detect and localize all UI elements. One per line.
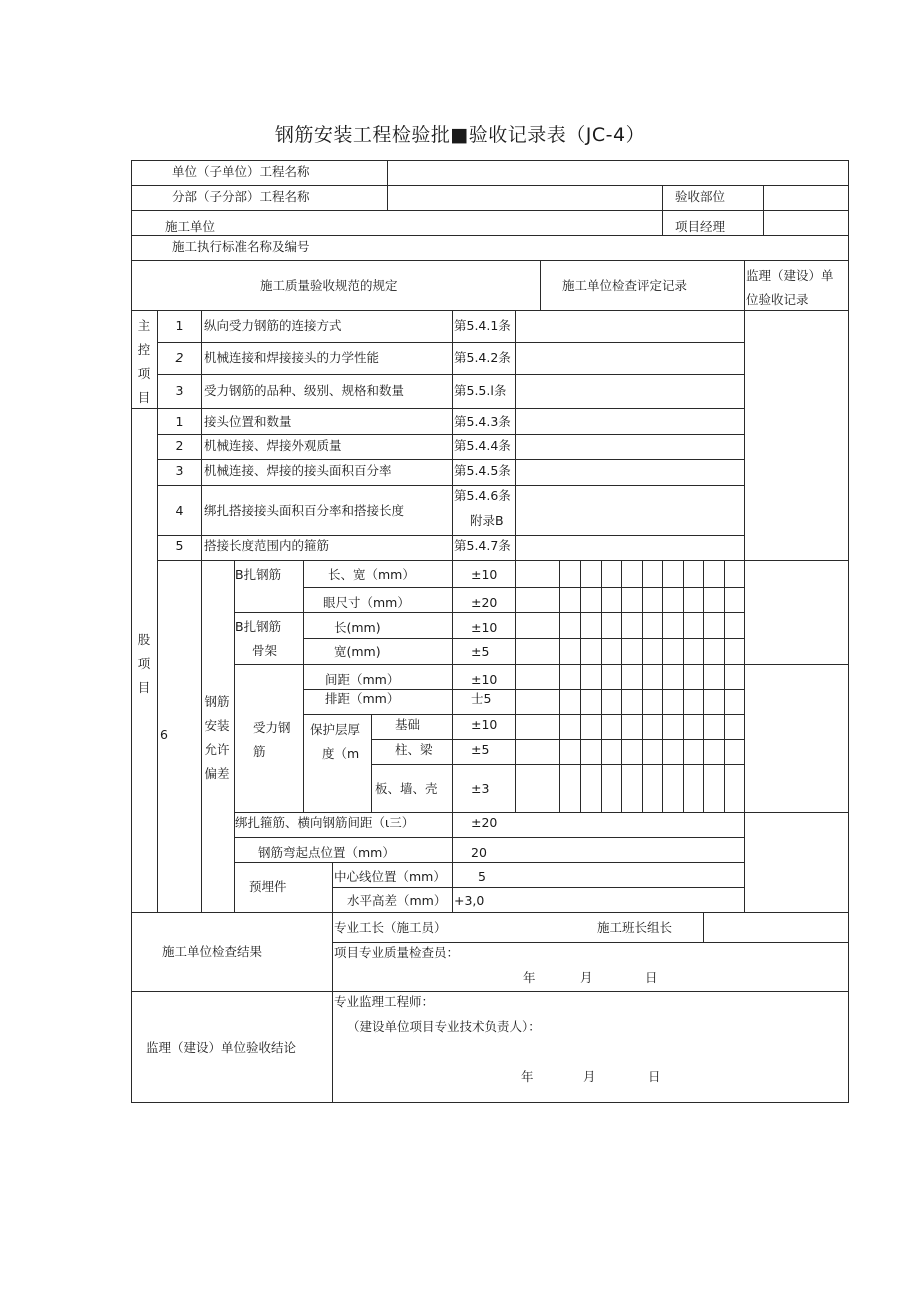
general-item-5-no: 5 <box>175 538 184 553</box>
general-label-1: 股 <box>137 632 151 647</box>
general-item-3-no: 3 <box>175 463 184 478</box>
skeleton-label-line1: B扎钢筋 <box>235 619 282 634</box>
cover-column-beam: 柱、梁 <box>395 742 433 757</box>
general-item-2-clause: 第5.4.4条 <box>454 438 511 453</box>
supervision-year: 年 <box>521 1069 534 1084</box>
row-spacing-tol: 士5 <box>471 691 492 706</box>
main-item-1-no: 1 <box>175 318 184 333</box>
supervision-result-label: 监理（建设）单位验收结论 <box>146 1040 297 1055</box>
standard-name-label: 施工执行标准名称及编号 <box>172 239 310 254</box>
mesh-label: B扎钢筋 <box>235 567 282 582</box>
embedded-parts-label: 预埋件 <box>249 879 287 894</box>
foreman-label: 专业工长（施工员） <box>334 920 447 935</box>
bend-point-position-tol: 20 <box>471 845 487 860</box>
main-item-1-desc: 纵向受力钢筋的连接方式 <box>204 318 342 333</box>
row-spacing: 排距（mm） <box>325 691 400 706</box>
cover-label-line1: 保护层厚 <box>310 722 361 737</box>
main-item-3-no: 3 <box>175 383 184 398</box>
check-result-year: 年 <box>523 970 536 985</box>
main-item-3-desc: 受力钢筋的品种、级别、规格和数量 <box>204 383 405 398</box>
mesh-opening-size: 眼尺寸（mm） <box>323 595 410 610</box>
embedded-level-difference-tol: +3,0 <box>454 893 485 908</box>
supervision-column-header-line1: 监理（建设）单 <box>746 268 834 283</box>
general-label-3: 目 <box>137 680 151 695</box>
cover-slab-wall-shell: 板、墙、壳 <box>375 781 438 796</box>
embedded-centerline: 中心线位置（mm） <box>334 869 446 884</box>
supervision-engineer-label: 专业监理工程师： <box>334 994 435 1009</box>
bar-spacing: 间距（mm） <box>325 672 400 687</box>
skeleton-length-tol: ±10 <box>471 620 498 635</box>
cover-column-beam-tol: ±5 <box>471 742 490 757</box>
unit-project-name-label: 单位（子单位）工程名称 <box>172 164 310 179</box>
general-item-5-desc: 搭接长度范围内的箍筋 <box>204 538 330 553</box>
bar-spacing-tol: ±10 <box>471 672 498 687</box>
main-control-label-4: 目 <box>137 390 151 405</box>
main-control-label-3: 项 <box>137 366 151 381</box>
quality-inspector-label: 项目专业质量检查员： <box>334 945 460 960</box>
item6-label-2: 安装 <box>204 718 230 733</box>
general-item-1-no: 1 <box>175 414 184 429</box>
general-item-4-clause-appendix: 附录B <box>470 513 504 528</box>
acceptance-part-label: 验收部位 <box>675 189 726 204</box>
bend-point-position: 钢筋弯起点位置（mm） <box>258 845 395 860</box>
spec-column-header: 施工质量验收规范的规定 <box>260 278 398 293</box>
check-result-label: 施工单位检查结果 <box>162 944 263 959</box>
main-control-label-2: 控 <box>137 342 151 357</box>
main-control-label-1: 主 <box>137 318 151 333</box>
embedded-centerline-tol: 5 <box>478 869 486 884</box>
form-title: 钢筋安装工程检验批■验收记录表（JC-4） <box>274 124 646 146</box>
check-result-month: 月 <box>580 970 593 985</box>
supervision-column-header-line2: 位验收记录 <box>746 292 809 307</box>
supervision-day: 日 <box>648 1069 661 1084</box>
general-item-4-desc: 绑扎搭接接头面积百分率和搭接长度 <box>204 503 405 518</box>
owner-technical-lead-label: （建设单位项目专业技术负责人）： <box>347 1019 541 1034</box>
general-item-1-clause: 第5.4.3条 <box>454 414 511 429</box>
sub-project-name-label: 分部（子分部）工程名称 <box>172 189 310 204</box>
general-label-2: 项 <box>137 656 151 671</box>
team-leader-label: 施工班长组长 <box>597 920 673 935</box>
cover-slab-wall-shell-tol: ±3 <box>471 781 490 796</box>
main-item-1-clause: 第5.4.1条 <box>454 318 511 333</box>
cover-label-line2: 度（m <box>322 746 360 761</box>
construction-unit-label: 施工单位 <box>165 219 216 234</box>
stirrup-spacing: 绑扎箍筋、横向钢筋间距（ι三） <box>235 815 415 830</box>
general-item-2-no: 2 <box>175 438 184 453</box>
general-item-1-desc: 接头位置和数量 <box>204 414 292 429</box>
cover-foundation: 基础 <box>395 717 421 732</box>
embedded-level-difference: 水平高差（mm） <box>347 893 447 908</box>
skeleton-label-line2: 骨架 <box>252 643 278 658</box>
skeleton-length: 长(mm) <box>334 620 381 635</box>
general-item-4-no: 4 <box>175 503 184 518</box>
item6-label-3: 允许 <box>204 742 230 757</box>
check-record-column-header: 施工单位检查评定记录 <box>562 278 688 293</box>
general-item-5-clause: 第5.4.7条 <box>454 538 511 553</box>
main-item-2-no: 2 <box>175 350 184 365</box>
mesh-length-width: 长、宽（mm） <box>328 567 415 582</box>
main-item-2-desc: 机械连接和焊接接头的力学性能 <box>204 350 380 365</box>
supervision-month: 月 <box>583 1069 596 1084</box>
skeleton-width: 宽(mm) <box>334 644 381 659</box>
skeleton-width-tol: ±5 <box>471 644 490 659</box>
general-item-3-desc: 机械连接、焊接的接头面积百分率 <box>204 463 392 478</box>
stirrup-spacing-tol: ±20 <box>471 815 498 830</box>
main-bar-label-line2: 筋 <box>253 744 266 759</box>
main-bar-label-line1: 受力钢 <box>253 720 291 735</box>
check-result-day: 日 <box>645 970 658 985</box>
general-item-3-clause: 第5.4.5条 <box>454 463 511 478</box>
main-item-2-clause: 第5.4.2条 <box>454 350 511 365</box>
item6-label-1: 钢筋 <box>204 694 230 709</box>
cover-foundation-tol: ±10 <box>471 717 498 732</box>
main-item-3-clause: 第5.5.l条 <box>454 383 507 398</box>
mesh-length-width-tol: ±10 <box>471 567 498 582</box>
project-manager-label: 项目经理 <box>675 219 726 234</box>
item6-label-4: 偏差 <box>204 766 230 781</box>
mesh-opening-size-tol: ±20 <box>471 595 498 610</box>
general-item-6-no: 6 <box>160 727 168 742</box>
general-item-4-clause: 第5.4.6条 <box>454 488 511 503</box>
general-item-2-desc: 机械连接、焊接外观质量 <box>204 438 342 453</box>
